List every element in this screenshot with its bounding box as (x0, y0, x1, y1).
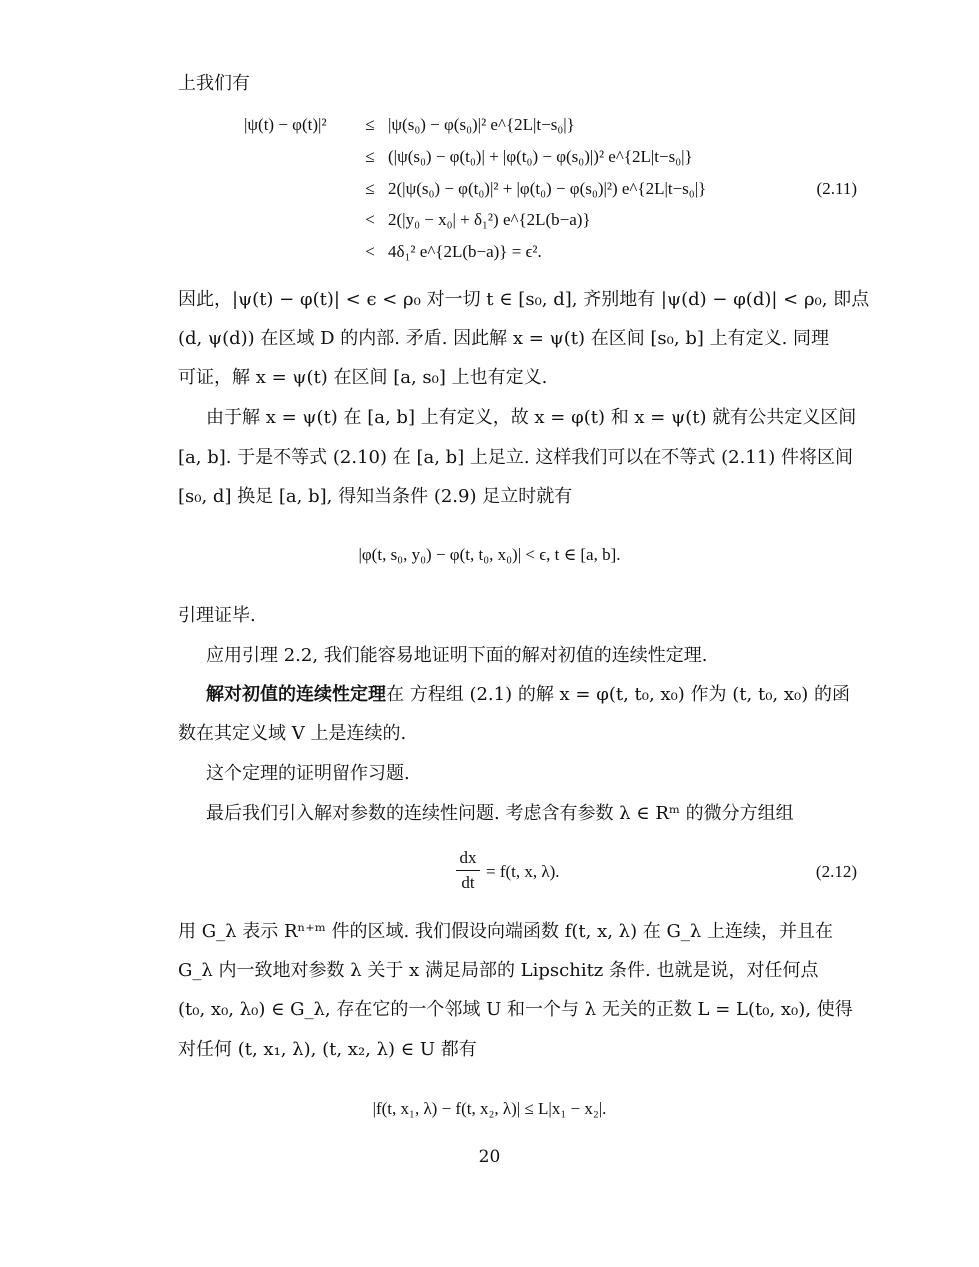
paragraph-line: (t₀, x₀, λ₀) ∈ G_λ, 存在它的一个邻域 U 和一个与 λ 无关的正数 L = L(t₀, x₀), 使得 (178, 999, 853, 1020)
paragraph-line: 对任何 (t, x₁, λ), (t, x₂, λ) ∈ U 都有 (178, 1039, 477, 1060)
equation-rhs: 2(|y₀ − x₀| + δ₁²) e^{2L(b−a)} (388, 210, 591, 229)
paragraph-line: (d, ψ(d)) 在区域 D 的内部. 矛盾. 因此解 x = ψ(t) 在区间 [s₀, b] 上有定义. 同理 (178, 328, 830, 349)
paragraph-line: 引理证毕. (178, 605, 256, 626)
equation-relation: ≤ (365, 115, 375, 134)
paragraph-line: 因此，|ψ(t) − φ(t)| < ϵ < ρ₀ 对一切 t ∈ [s₀, d], 齐别地有 |ψ(d) − φ(d)| < ρ₀, 即点 (178, 289, 870, 310)
equation-lhs: |ψ(t) − φ(t)|² (244, 115, 327, 134)
equation-relation: < (365, 210, 375, 229)
equation-relation: ≤ (365, 179, 375, 198)
paragraph-line: 用 G_λ 表示 Rⁿ⁺ᵐ 件的区域. 我们假设向端函数 f(t, x, λ) 在 G_λ 上连续，并且在 (178, 921, 834, 942)
paragraph-line: 这个定理的证明留作习题. (206, 763, 410, 784)
fraction-denominator: dt (461, 873, 475, 892)
fraction (456, 848, 480, 893)
paragraph-line: [s₀, d] 换足 [a, b], 得知当条件 (2.9) 足立时就有 (178, 486, 573, 507)
page-number: 20 (478, 1147, 501, 1167)
theorem-title: 解对初值的连续性定理 (206, 684, 386, 705)
display-inequality: |φ(t, s₀, y₀) − φ(t, t₀, x₀)| < ϵ, t ∈ [a, b]. (358, 545, 621, 564)
equation-rhs: 4δ₁² e^{2L(b−a)} = ϵ². (388, 242, 542, 261)
paragraph-line: 可证，解 x = ψ(t) 在区间 [a, s₀] 上也有定义. (178, 367, 548, 388)
equation-rhs: (|ψ(s₀) − φ(t₀)| + |φ(t₀) − φ(s₀)|)² e^{2L|t−s₀|} (388, 147, 693, 166)
equation-rhs: 2(|ψ(s₀) − φ(t₀)|² + |φ(t₀) − φ(s₀)|²) e^{2L|t−s₀|} (388, 179, 707, 198)
fraction-numerator: dx (459, 848, 477, 867)
paragraph-line: G_λ 内一致地对参数 λ 关于 x 满足局部的 Lipschitz 条件. 也就是说，对任何点 (178, 960, 819, 981)
paragraph-line: 数在其定义域 V 上是连续的. (178, 723, 407, 744)
equation-relation: ≤ (365, 147, 375, 166)
lipschitz-inequality: |f(t, x₁, λ) − f(t, x₂, λ)| ≤ L|x₁ − x₂|. (372, 1099, 607, 1118)
paragraph-line: 应用引理 2.2, 我们能容易地证明下面的解对初值的连续性定理. (206, 645, 708, 666)
paragraph-line: [a, b]. 于是不等式 (2.10) 在 [a, b] 上足立. 这样我们可以在不等式 (2.11) 件将区间 (178, 447, 853, 468)
equation-number: (2.12) (815, 862, 857, 881)
equation-number: (2.11) (816, 179, 857, 198)
theorem-text: 在 方程组 (2.1) 的解 x = φ(t, t₀, x₀) 作为 (t, t₀, x₀) 的函 (386, 684, 850, 705)
equation-rhs: = f(t, x, λ). (486, 862, 560, 881)
fraction-bar (456, 870, 480, 871)
paragraph-line: 最后我们引入解对参数的连续性问题. 考虑含有参数 λ ∈ Rᵐ 的微分方组组 (206, 803, 794, 824)
equation-relation: < (365, 242, 375, 261)
equation-rhs: |ψ(s₀) − φ(s₀)|² e^{2L|t−s₀|} (388, 115, 575, 134)
paragraph-line: 由于解 x = ψ(t) 在 [a, b] 上有定义，故 x = φ(t) 和 x = ψ(t) 就有公共定义区间 (206, 407, 857, 428)
intro-text: 上我们有 (178, 73, 250, 94)
theorem-line (206, 683, 850, 707)
